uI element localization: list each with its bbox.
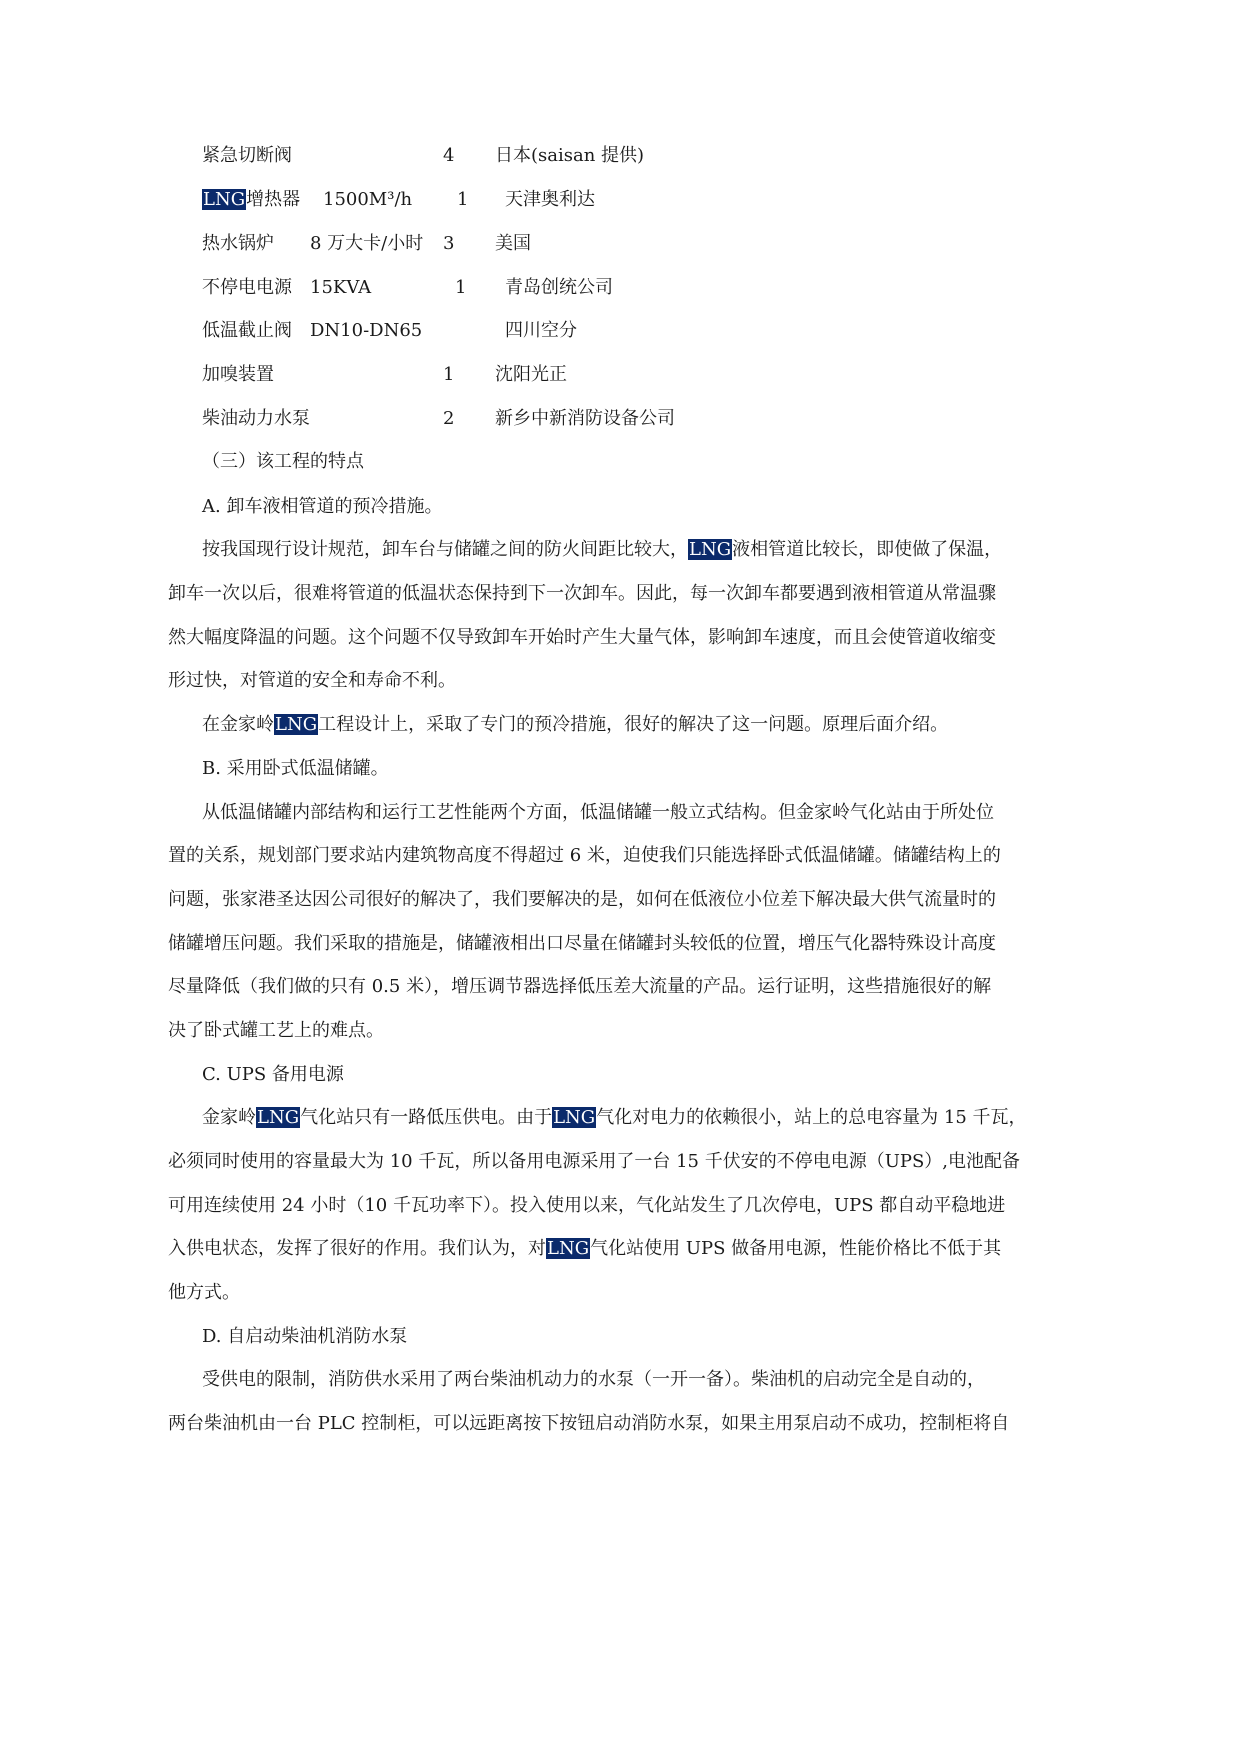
paragraph-line: 然大幅度降温的问题。这个问题不仅导致卸车开始时产生大量气体，影响卸车速度，而且会使管道收缩变: [168, 627, 996, 648]
paragraph-line: 从低温储罐内部结构和运行工艺性能两个方面，低温储罐一般立式结构。但金家岭气化站由于所处位: [202, 802, 994, 823]
paragraph-line: 决了卧式罐工艺上的难点。: [168, 1020, 384, 1041]
table-cell-name: 加嗅装置: [202, 364, 274, 385]
table-cell-supplier: 美国: [495, 233, 531, 254]
subsection-title-c: C. UPS 备用电源: [202, 1064, 344, 1085]
table-cell-spec: DN10-DN65: [310, 320, 423, 341]
paragraph-line: 卸车一次以后，很难将管道的低温状态保持到下一次卸车。因此，每一次卸车都要遇到液相管道从常温骤: [168, 583, 996, 604]
paragraph-line: 尽量降低（我们做的只有 0.5 米），增压调节器选择低压差大流量的产品。运行证明，这些措施很好的解: [168, 976, 992, 997]
paragraph-line: 置的关系，规划部门要求站内建筑物高度不得超过 6 米，迫使我们只能选择卧式低温储罐。储罐结构上的: [168, 845, 1001, 866]
highlight-term: LNG: [553, 1107, 596, 1128]
paragraph-line: 储罐增压问题。我们采取的措施是，储罐液相出口尽量在储罐封头较低的位置，增压气化器特殊设计高度: [168, 933, 996, 954]
paragraph-line: 受供电的限制，消防供水采用了两台柴油机动力的水泵（一开一备）。柴油机的启动完全是自动的，: [202, 1369, 985, 1390]
table-cell-name: 紧急切断阀: [202, 145, 292, 166]
highlight-term: LNG: [275, 714, 318, 735]
paragraph-line: 可用连续使用 24 小时（10 千瓦功率下）。投入使用以来，气化站发生了几次停电，UPS 都自动平稳地进: [168, 1195, 1006, 1216]
table-cell-qty: 2: [443, 408, 455, 429]
table-cell-supplier: 四川空分: [505, 320, 577, 341]
highlight-term: LNG: [203, 189, 246, 210]
paragraph-line: 必须同时使用的容量最大为 10 千瓦，所以备用电源采用了一台 15 千伏安的不停电电源（UPS）,电池配备: [168, 1151, 1021, 1172]
highlight-term: LNG: [689, 539, 732, 560]
table-cell-spec: 1500M³/h: [323, 189, 413, 210]
paragraph-line: 形过快，对管道的安全和寿命不利。: [168, 670, 456, 691]
table-cell-qty: 4: [443, 145, 455, 166]
table-cell-supplier: 沈阳光正: [495, 364, 567, 385]
paragraph-line: 两台柴油机由一台 PLC 控制柜，可以远距离按下按钮启动消防水泵，如果主用泵启动不成功，控制柜将自: [168, 1413, 1010, 1434]
subsection-title-d: D. 自启动柴油机消防水泵: [202, 1326, 408, 1347]
table-cell-name: 柴油动力水泵: [202, 408, 310, 429]
subsection-title-a: A. 卸车液相管道的预冷措施。: [202, 496, 443, 517]
table-cell-qty: 1: [457, 189, 469, 210]
table-cell-supplier: 日本(saisan 提供): [495, 145, 645, 166]
paragraph-line: 在金家岭LNG工程设计上，采取了专门的预冷措施，很好的解决了这一问题。原理后面介绍。: [202, 714, 949, 735]
paragraph-line: 问题，张家港圣达因公司很好的解决了，我们要解决的是，如何在低液位小位差下解决最大供气流量时的: [168, 889, 996, 910]
table-cell-spec: 8 万大卡/小时: [310, 233, 424, 254]
highlight-term: LNG: [257, 1107, 300, 1128]
paragraph-line: 金家岭LNG气化站只有一路低压供电。由于LNG气化对电力的依赖很小，站上的总电容量为 15 千瓦，: [202, 1107, 1027, 1128]
table-cell-name: LNG增热器: [203, 189, 301, 210]
table-cell-spec: 15KVA: [310, 277, 372, 298]
paragraph-line: 他方式。: [168, 1282, 240, 1303]
table-cell-qty: 3: [443, 233, 455, 254]
table-cell-supplier: 青岛创统公司: [505, 277, 613, 298]
table-cell-qty: 1: [443, 364, 455, 385]
section-title: （三）该工程的特点: [202, 451, 364, 472]
table-cell-supplier: 天津奥利达: [505, 189, 595, 210]
table-cell-name: 不停电电源: [202, 277, 292, 298]
subsection-title-b: B. 采用卧式低温储罐。: [202, 758, 389, 779]
table-cell-name: 热水锅炉: [202, 233, 274, 254]
table-cell-supplier: 新乡中新消防设备公司: [495, 408, 675, 429]
highlight-term: LNG: [547, 1238, 590, 1259]
table-cell-name: 低温截止阀: [202, 320, 292, 341]
paragraph-line: 按我国现行设计规范，卸车台与储罐之间的防火间距比较大，LNG液相管道比较长，即使做了保温，: [202, 539, 1003, 560]
paragraph-line: 入供电状态，发挥了很好的作用。我们认为，对LNG气化站使用 UPS 做备用电源，性能价格比不低于其: [168, 1238, 1002, 1259]
table-cell-qty: 1: [455, 277, 467, 298]
